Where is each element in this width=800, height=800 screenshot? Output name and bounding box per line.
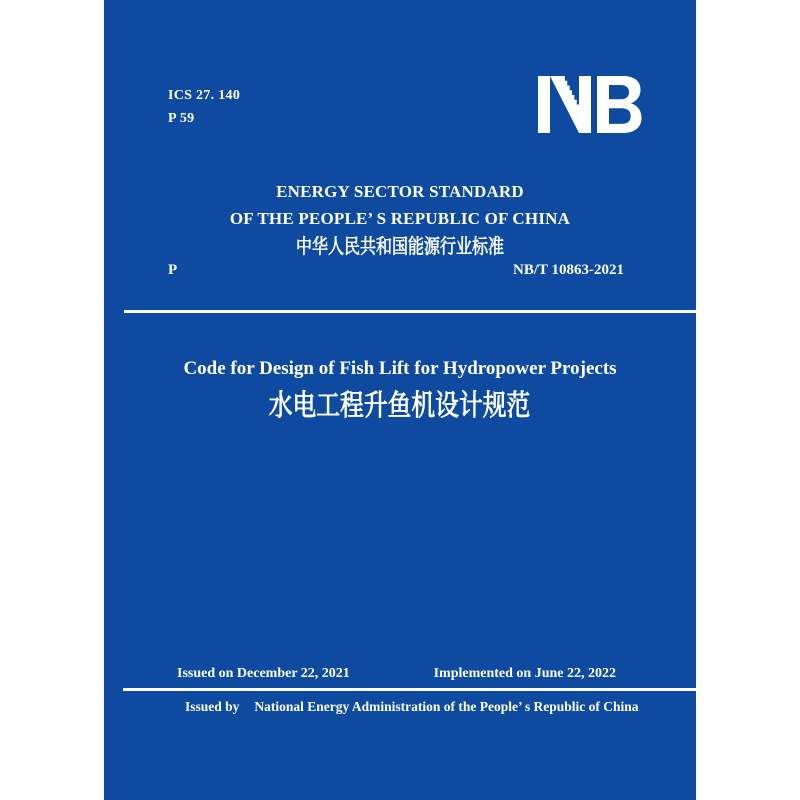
standard-heading-line1: ENERGY SECTOR STANDARD (276, 182, 524, 201)
divider-line-bottom (123, 688, 696, 691)
doc-class-code: P 59 (168, 111, 195, 126)
title-chinese: 水电工程升鱼机设计规范 (269, 390, 531, 422)
nb-logo-n-left-stem (538, 76, 550, 133)
category-letter: P (168, 262, 178, 278)
standard-cover (104, 0, 696, 800)
divider-line-top (124, 310, 696, 313)
standard-heading-chinese: 中华人民共和国能源行业标准 (296, 236, 504, 258)
title-chinese-row (104, 390, 696, 423)
standard-heading-line2: OF THE PEOPLE’ S REPUBLIC OF CHINA (229, 209, 571, 228)
issued-date: Issued on December 22, 2021 (177, 666, 350, 681)
issuer-row (185, 699, 686, 715)
standard-number: NB/T 10863-2021 (513, 262, 624, 278)
nb-logo-b (597, 76, 642, 133)
title-english: Code for Design of Fish Lift for Hydropower Projects (183, 358, 617, 379)
standard-heading (104, 178, 696, 259)
dates-row (177, 666, 616, 682)
issued-by-label: Issued by (185, 699, 240, 714)
nb-logo (538, 76, 642, 133)
ics-code: ICS 27. 140 (168, 88, 241, 103)
classification-block (168, 84, 240, 130)
standard-number-row (168, 262, 624, 279)
implemented-date: Implemented on June 22, 2022 (433, 666, 616, 681)
nb-logo-n-right-stem (579, 76, 591, 133)
issued-by-value: National Energy Administration of the People’ s Republic of China (254, 699, 639, 714)
